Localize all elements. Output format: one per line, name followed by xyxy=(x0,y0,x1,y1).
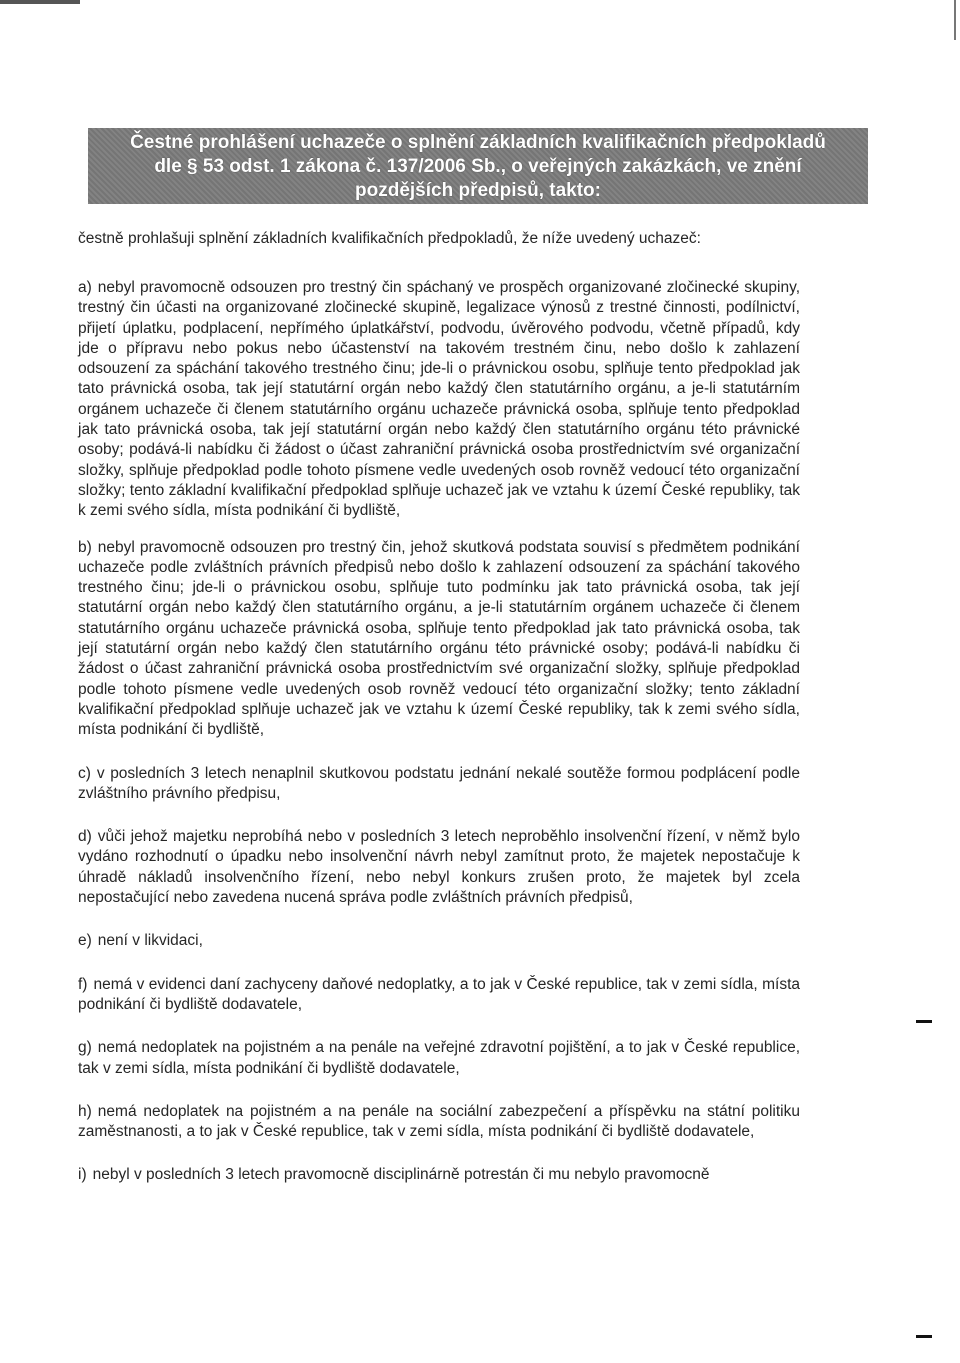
item-text: není v likvidaci, xyxy=(97,932,203,950)
item-label: h) xyxy=(78,1102,92,1120)
item-text: nebyl v posledních 3 letech pravomocně disciplinárně potrestán či mu nebylo pravomocně xyxy=(92,1166,710,1184)
margin-mark xyxy=(916,1020,932,1023)
requirement-b xyxy=(78,538,800,741)
requirement-e xyxy=(78,931,800,951)
requirements-list xyxy=(78,278,800,1209)
requirement-a xyxy=(78,278,800,522)
item-label: d) xyxy=(78,828,92,846)
item-text: nebyl pravomocně odsouzen pro trestný čin, jehož skutková podstata souvisí s předmětem podnikání uchazeče podle zvláštních právních předpisů nebo došlo k zahlazení odsouzení za spáchání takového trestného činu; jde-li o právnickou osobu, splňuje tuto podmínku jak tato právnická osoba, tak její statutární orgán nebo každý člen statutárního orgánu, a je-li statutárním orgánem uchazeče či členem statutárního orgánu uchazeče právnická osoba, splňuje tento předpoklad jak tato právnická osoba, tak její statutární orgán nebo každý člen statutárního orgánu této právnické osoby; podává-li nabídku či žádost o účast zahraniční právnická osoba prostřednictvím své organizační složky, splňuje předpoklad podle tohoto písmene vedle uvedených osob rovněž vedoucí této organizační složky; tento základní kvalifikační předpoklad splňuje uchazeč jak ve vztahu k území České republiky, tak k zemi svého sídla, místa podnikání či bydliště, xyxy=(78,538,800,739)
item-text: nebyl pravomocně odsouzen pro trestný čin spáchaný ve prospěch organizované zločinecké skupiny, trestný čin účasti na organizované zločinecké skupině, legalizace výnosů z trestné činnosti, podílnictví, přijetí úplatku, podplacení, nepřímého úplatkářství, podvodu, úvěrového podvodu, včetně případů, kdy jde o přípravu nebo pokus nebo účastenství na takovém trestném činu, nebo došlo k zahlazení odsouzení za spáchání takového trestného činu; jde-li o právnickou osobu, splňuje tento předpoklad jak tato právnická osoba, tak její statutární orgán nebo každý člen statutárního orgánu, a je-li statutárním orgánem uchazeče či členem statutárního orgánu uchazeče právnická osoba, splňuje tento předpoklad jak tato právnická osoba, tak její statutární orgán nebo každý člen statutárního orgánu této právnické osoby; podává-li nabídku či žádost o účast zahraniční právnická osoba prostřednictvím své organizační složky, splňuje předpoklad podle tohoto písmene vedle uvedených osob rovněž vedoucí této organizační složky; tento základní kvalifikační předpoklad splňuje uchazeč jak ve vztahu k území České republiky, tak k zemi svého sídla, místa podnikání či bydliště, xyxy=(78,279,800,520)
item-label: c) xyxy=(78,764,91,782)
item-label: e) xyxy=(78,932,92,950)
scan-edge-right xyxy=(954,0,956,40)
item-label: a) xyxy=(78,279,92,296)
item-text: v posledních 3 letech nenaplnil skutkovou podstatu jednání nekalé soutěže formou podplácení podle zvláštního právního předpisu, xyxy=(78,764,800,802)
item-label: b) xyxy=(78,538,92,556)
title-line-2: dle § 53 odst. 1 zákona č. 137/2006 Sb., o veřejných zakázkách, ve znění xyxy=(154,156,802,177)
requirement-c xyxy=(78,764,800,805)
requirement-g xyxy=(78,1038,800,1079)
item-text: vůči jehož majetku neprobíhá nebo v posledních 3 letech neproběhlo insolvenční řízení, v němž bylo vydáno rozhodnutí o úpadku nebo insolvenční návrh nebyl zamítnut proto, že majetek nepostačuje k úhradě nákladů insolvenčního řízení, nebo nebyl konkurs zrušen proto, že majetek byl zcela nepostačující nebo zavedena nucená správa podle zvláštních právních předpisů, xyxy=(78,828,800,907)
intro-statement: čestně prohlašuji splnění základních kvalifikačních předpokladů, že níže uvedený uchazeč: xyxy=(78,230,701,247)
title-line-1: Čestné prohlášení uchazeče o splnění základních kvalifikačních předpokladů xyxy=(130,132,826,153)
item-text: nemá v evidenci daní zachyceny daňové nedoplatky, a to jak v České republice, tak v zemi sídla, místa podnikání či bydliště dodavatele, xyxy=(78,975,800,1013)
item-label: g) xyxy=(78,1039,92,1057)
item-text: nemá nedoplatek na pojistném a na penále na veřejné zdravotní pojištění, a to jak v České republice, tak v zemi sídla, místa podnikání či bydliště dodavatele, xyxy=(78,1039,800,1077)
scan-edge-top xyxy=(0,0,80,4)
margin-mark xyxy=(916,1335,932,1338)
requirement-f xyxy=(78,975,800,1016)
item-text: nemá nedoplatek na pojistném a na penále na sociální zabezpečení a příspěvku na státní politiku zaměstnanosti, a to jak v České republice, tak v zemi sídla, místa podnikání či bydliště dodavatele, xyxy=(78,1102,800,1141)
title-line-3: pozdějších předpisů, takto: xyxy=(355,180,601,201)
requirement-d xyxy=(78,827,800,908)
item-label: f) xyxy=(78,975,88,993)
declaration-title-banner xyxy=(88,128,868,204)
item-label: i) xyxy=(78,1166,87,1184)
requirement-h xyxy=(78,1102,800,1143)
requirement-i xyxy=(78,1165,800,1185)
